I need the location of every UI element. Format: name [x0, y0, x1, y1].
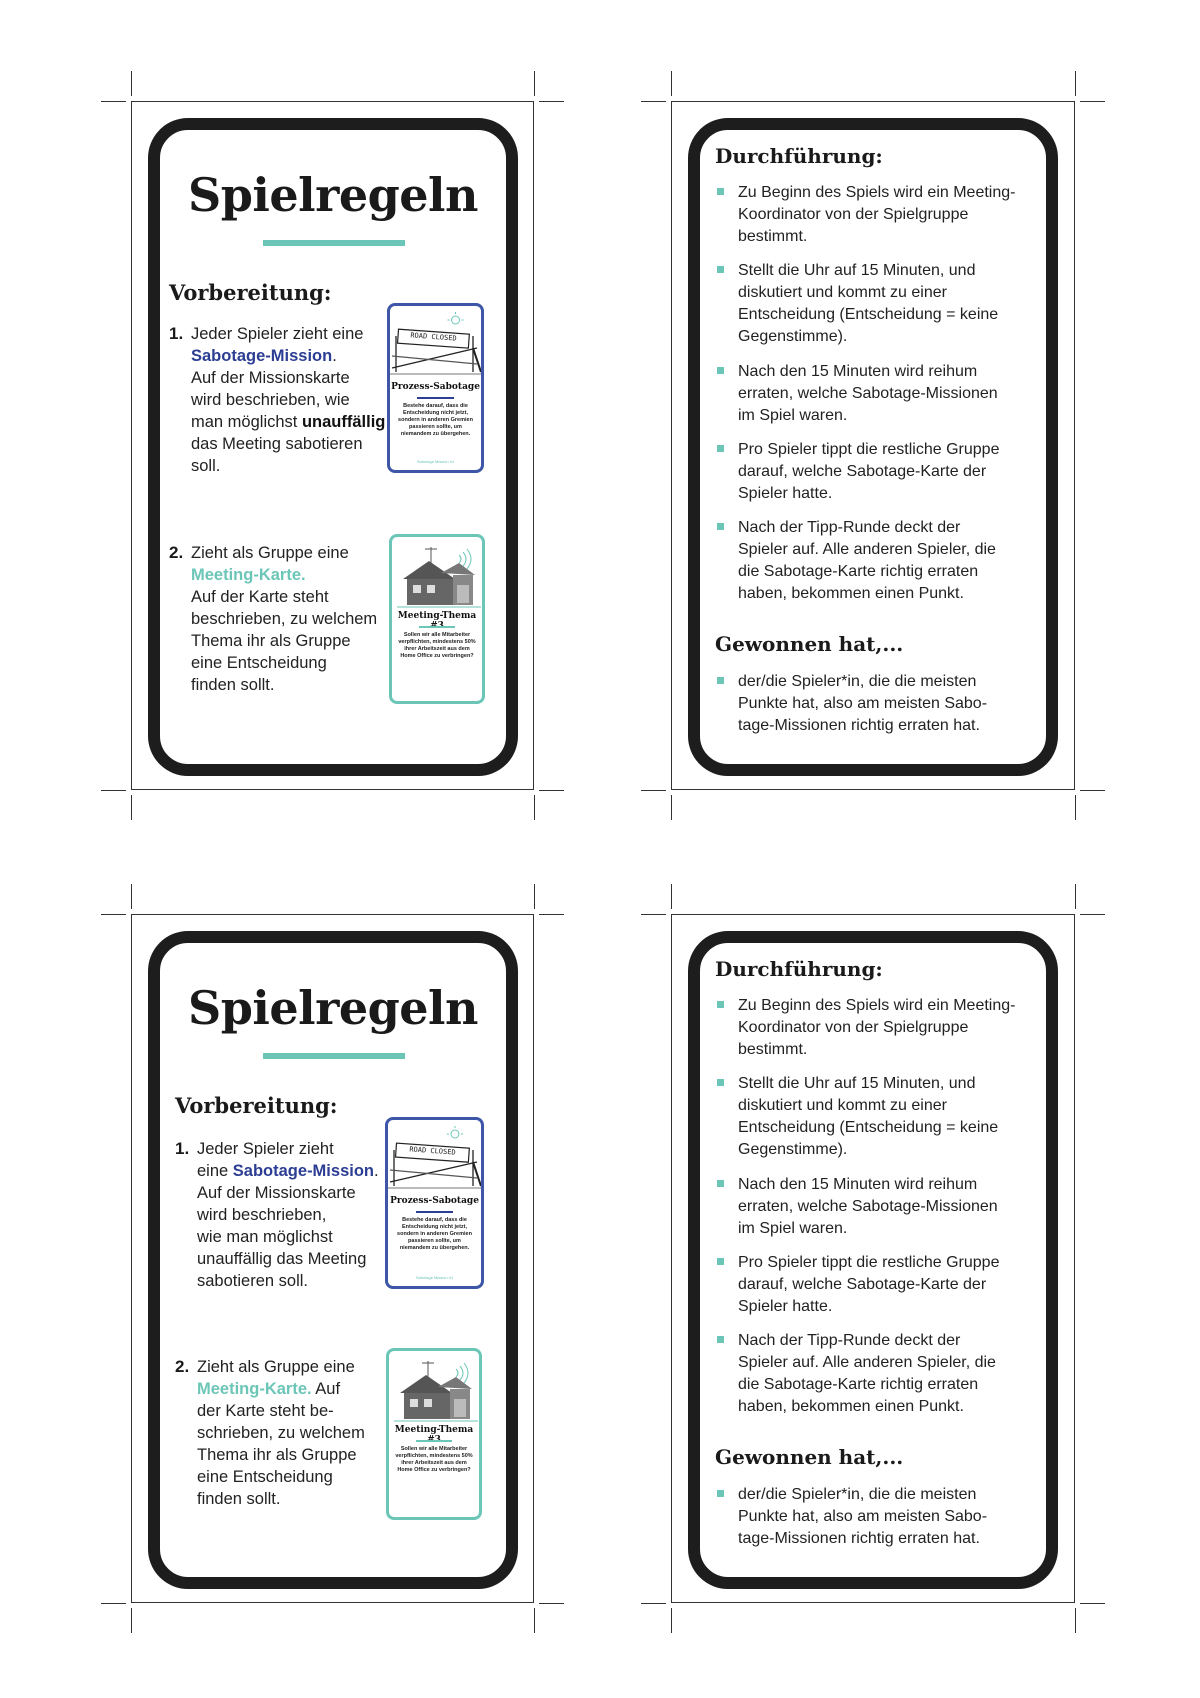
step-2-text: [191, 542, 397, 696]
step-1-line: Jeder Spieler zieht: [197, 1140, 334, 1158]
step-2-line: der Karte steht be-: [197, 1402, 334, 1420]
title-underline: [263, 1053, 405, 1059]
road-closed-sign-icon: [388, 1122, 481, 1192]
bullet-line: Pro Spieler tippt die restliche Gruppe: [738, 1254, 1000, 1271]
mission-card-footer: Sabotage Mission #1: [415, 1275, 454, 1280]
crop-mark: [534, 71, 535, 96]
crop-mark: [131, 795, 132, 820]
meeting-card-thumbnail: [389, 534, 485, 704]
crop-mark: [101, 914, 126, 915]
step-1-line: man möglichst: [191, 413, 298, 431]
step-1-number: 1.: [175, 1139, 190, 1158]
win-bullet: [738, 1484, 1038, 1550]
bullet-line: tage-Missionen richtig erraten hat.: [738, 1530, 980, 1547]
procedure-card: [688, 931, 1058, 1589]
crop-mark: [1080, 1603, 1105, 1604]
procedure-bullet: [738, 260, 1038, 348]
step-2-line: Auf: [315, 1380, 341, 1398]
house-icon: [389, 1353, 479, 1423]
step-1-line: Auf der Missionskarte: [191, 369, 350, 387]
bullet-line: Nach der Tipp-Runde deckt der: [738, 1332, 961, 1349]
bullet-line: die Sabotage-Karte richtig erraten: [738, 1376, 979, 1393]
procedure-bullet: [738, 1330, 1038, 1418]
step-1-line: wird beschrieben,: [197, 1206, 327, 1224]
crop-mark: [539, 790, 564, 791]
bullet-line: diskutiert und kommt zu einer: [738, 284, 947, 301]
mission-card-divider: [416, 1211, 453, 1213]
bullet-line: Pro Spieler tippt die restliche Gruppe: [738, 441, 1000, 458]
bullet-line: der/die Spieler*in, die die meisten: [738, 1486, 977, 1503]
road-closed-sign-icon: [390, 308, 481, 378]
bullet-line: darauf, welche Sabotage-Karte der: [738, 463, 987, 480]
bullet-line: im Spiel waren.: [738, 1220, 848, 1237]
bullet-line: Zu Beginn des Spiels wird ein Meeting-: [738, 997, 1016, 1014]
meeting-card-title: Meeting-Thema: [394, 1425, 474, 1435]
crop-mark: [101, 1603, 126, 1604]
dot: .: [373, 1162, 379, 1180]
crop-mark: [1080, 101, 1105, 102]
crop-mark: [539, 914, 564, 915]
rules-title: Spielregeln: [188, 168, 478, 222]
mission-card-text: Bestehe darauf, dass die Entscheidung nicht jetzt, sondern in anderen Gremien passieren sollte, um niemandem zu übergehen.: [398, 403, 473, 437]
bullet-line: Gegenstimme).: [738, 1141, 848, 1158]
crop-mark: [671, 1608, 672, 1633]
procedure-bullet: [738, 439, 1038, 505]
crop-mark: [1075, 884, 1076, 909]
rules-card: [148, 118, 518, 776]
meeting-card-title: Meeting-Thema: [397, 611, 477, 621]
sabotage-mission-link: Sabotage-Mission: [232, 1162, 374, 1180]
bullet-line: Stellt die Uhr auf 15 Minuten, und: [738, 262, 976, 279]
win-bullet: [738, 671, 1038, 737]
step-2-number: 2.: [175, 1357, 190, 1376]
step-2-line: finden sollt.: [191, 676, 275, 694]
emphasis: unauffällig: [301, 413, 386, 431]
crop-mark: [1075, 795, 1076, 820]
step-1-line: soll.: [191, 457, 221, 475]
step-2-line: Auf der Karte steht: [191, 588, 329, 606]
step-1-line: wie man möglichst: [197, 1228, 333, 1246]
procedure-bullet: [738, 1174, 1038, 1240]
dot: .: [332, 347, 337, 365]
meeting-card-divider: [419, 626, 455, 628]
procedure-bullet: [738, 182, 1038, 248]
step-1-line: unauffällig das Meeting: [197, 1250, 367, 1268]
crop-mark: [641, 101, 666, 102]
bullet-line: Koordinator von der Spielgruppe: [738, 1019, 969, 1036]
bullet-line: Entscheidung (Entscheidung = keine: [738, 306, 999, 323]
bullet-line: Nach den 15 Minuten wird reihum: [738, 1176, 978, 1193]
crop-mark: [131, 1608, 132, 1633]
crop-mark: [534, 1608, 535, 1633]
mission-card-text: Bestehe darauf, dass die Entscheidung nicht jetzt, sondern in anderen Gremien passieren sollte, um niemandem zu übergehen.: [397, 1217, 472, 1251]
prep-heading: Vorbereitung:: [169, 280, 332, 305]
procedure-card: [688, 118, 1058, 776]
procedure-heading: Durchführung:: [715, 957, 883, 981]
bullet-line: im Spiel waren.: [738, 407, 848, 424]
bullet-line: der/die Spieler*in, die die meisten: [738, 673, 977, 690]
bullet-line: bestimmt.: [738, 228, 808, 245]
step-2-line: Zieht als Gruppe eine: [191, 544, 349, 562]
procedure-bullet: [738, 995, 1038, 1061]
rules-card: [148, 931, 518, 1589]
step-2-line: Thema ihr als Gruppe: [191, 632, 351, 650]
meeting-card-text: Sollen wir alle Mitarbeiter verpflichten, mindestens 50% ihrer Arbeitszeit aus dem Home Office zu verbringen?: [398, 632, 476, 659]
bullet-line: Entscheidung (Entscheidung = keine: [738, 1119, 999, 1136]
mission-card-divider: [417, 397, 453, 399]
road-closed-sign-text: ROAD CLOSED: [409, 1145, 456, 1157]
crop-mark: [131, 71, 132, 96]
bullet-line: Nach den 15 Minuten wird reihum: [738, 363, 978, 380]
win-heading: Gewonnen hat,...: [715, 632, 904, 656]
sabotage-mission-link: Sabotage-Mission: [191, 347, 333, 365]
bullet-line: Punkte hat, also am meisten Sabo-: [738, 695, 988, 712]
rules-title: Spielregeln: [188, 981, 478, 1035]
title-underline: [263, 240, 405, 246]
procedure-bullet: [738, 361, 1038, 427]
meeting-card-link: Meeting-Karte.: [191, 566, 306, 584]
step-2-number: 2.: [169, 543, 184, 562]
bullet-line: Gegenstimme).: [738, 328, 848, 345]
prep-heading: Vorbereitung:: [175, 1093, 338, 1118]
bullet-line: Stellt die Uhr auf 15 Minuten, und: [738, 1075, 976, 1092]
bullet-line: Spieler auf. Alle anderen Spieler, die: [738, 1354, 996, 1371]
step-1-line: wird beschrieben, wie: [191, 391, 350, 409]
crop-mark: [671, 795, 672, 820]
bullet-line: tage-Missionen richtig erraten hat.: [738, 717, 980, 734]
mission-card-thumbnail: [387, 303, 484, 473]
step-2-line: beschrieben, zu welchem: [191, 610, 378, 628]
procedure-heading: Durchführung:: [715, 144, 883, 168]
procedure-bullet: [738, 1073, 1038, 1161]
step-1-line: das Meeting sabotieren: [191, 435, 363, 453]
bullet-line: Spieler hatte.: [738, 485, 833, 502]
bullet-line: Spieler auf. Alle anderen Spieler, die: [738, 541, 996, 558]
meeting-card-thumbnail: [386, 1348, 482, 1520]
road-closed-sign-text: ROAD CLOSED: [410, 331, 457, 343]
bullet-line: bestimmt.: [738, 1041, 808, 1058]
crop-mark: [1075, 71, 1076, 96]
step-2-line: finden sollt.: [197, 1490, 281, 1508]
crop-mark: [1080, 790, 1105, 791]
crop-mark: [539, 1603, 564, 1604]
step-2-line: eine Entscheidung: [197, 1468, 333, 1486]
step-2-line: schrieben, zu welchem: [197, 1424, 365, 1442]
crop-mark: [101, 790, 126, 791]
crop-mark: [641, 1603, 666, 1604]
bullet-line: die Sabotage-Karte richtig erraten: [738, 563, 979, 580]
crop-mark: [641, 790, 666, 791]
bullet-line: Zu Beginn des Spiels wird ein Meeting-: [738, 184, 1016, 201]
step-1-line: sabotieren soll.: [197, 1272, 308, 1290]
step-1-line: eine: [197, 1162, 229, 1180]
bullet-line: Nach der Tipp-Runde deckt der: [738, 519, 961, 536]
bullet-line: Punkte hat, also am meisten Sabo-: [738, 1508, 988, 1525]
meeting-card-text: Sollen wir alle Mitarbeiter verpflichten, mindestens 50% ihrer Arbeitszeit aus dem Home Office zu verbringen?: [395, 1446, 473, 1473]
bullet-line: diskutiert und kommt zu einer: [738, 1097, 947, 1114]
crop-mark: [671, 884, 672, 909]
bullet-line: haben, bekommen einen Punkt.: [738, 585, 964, 602]
step-2-line: eine Entscheidung: [191, 654, 327, 672]
step-1-line: Auf der Missionskarte: [197, 1184, 356, 1202]
crop-mark: [539, 101, 564, 102]
procedure-bullet: [738, 1252, 1038, 1318]
meeting-card-link: Meeting-Karte.: [197, 1380, 312, 1398]
mission-card-title: Prozess-Sabotage: [391, 382, 480, 392]
bullet-line: Spieler hatte.: [738, 1298, 833, 1315]
bullet-line: erraten, welche Sabotage-Missionen: [738, 1198, 998, 1215]
mission-card-thumbnail: [385, 1117, 484, 1289]
bullet-line: erraten, welche Sabotage-Missionen: [738, 385, 998, 402]
step-1-text: [191, 323, 397, 477]
bullet-line: Koordinator von der Spielgruppe: [738, 206, 969, 223]
step-1-line: Jeder Spieler zieht eine: [191, 325, 364, 343]
procedure-bullet: [738, 517, 1038, 605]
step-2-line: Thema ihr als Gruppe: [197, 1446, 357, 1464]
crop-mark: [1075, 1608, 1076, 1633]
crop-mark: [1080, 914, 1105, 915]
bullet-line: haben, bekommen einen Punkt.: [738, 1398, 964, 1415]
crop-mark: [131, 884, 132, 909]
mission-card-title: Prozess-Sabotage: [390, 1196, 479, 1206]
meeting-card-divider: [416, 1440, 452, 1442]
house-icon: [392, 539, 482, 609]
bullet-line: darauf, welche Sabotage-Karte der: [738, 1276, 987, 1293]
crop-mark: [101, 101, 126, 102]
mission-card-footer: Sabotage Mission #1: [416, 459, 455, 464]
crop-mark: [534, 795, 535, 820]
step-2-text: [197, 1356, 397, 1510]
crop-mark: [671, 71, 672, 96]
crop-mark: [534, 884, 535, 909]
step-1-text: [197, 1138, 397, 1292]
step-2-line: Zieht als Gruppe eine: [197, 1358, 355, 1376]
win-heading: Gewonnen hat,...: [715, 1445, 904, 1469]
step-1-number: 1.: [169, 324, 184, 343]
crop-mark: [641, 914, 666, 915]
